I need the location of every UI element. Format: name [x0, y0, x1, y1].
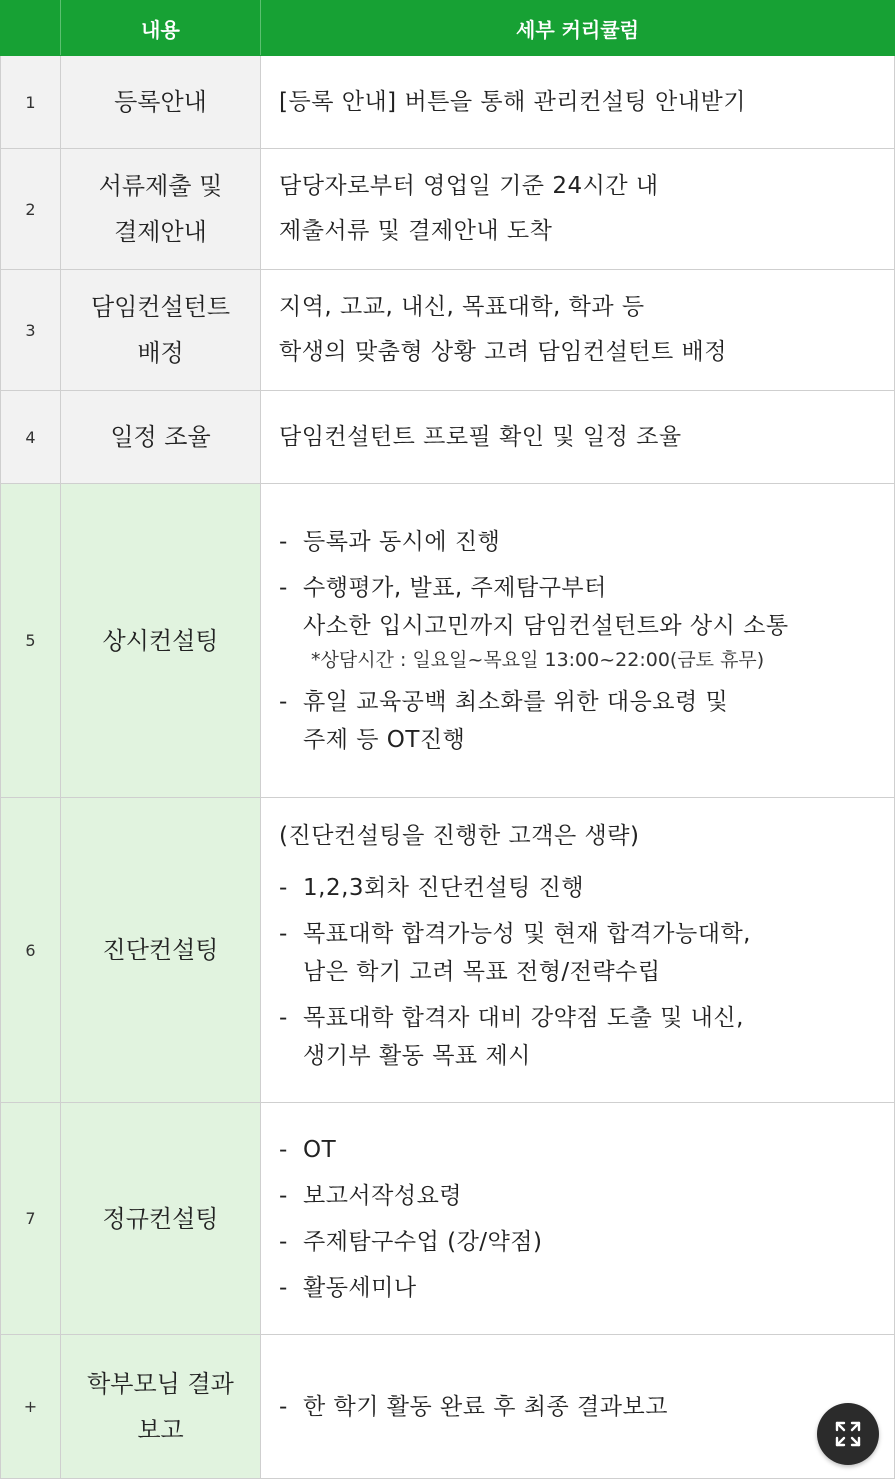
- row-number: 7: [1, 1103, 61, 1335]
- item-line: 목표대학 합격가능성 및 현재 합격가능대학,: [303, 921, 751, 947]
- row-title-line: 진단컨설팅: [102, 936, 219, 964]
- detail-line: 학생의 맞춤형 상황 고려 담임컨설턴트 배정: [279, 339, 727, 365]
- row-title-line: 등록안내: [114, 88, 207, 116]
- bullet-dash: -: [279, 688, 288, 715]
- row-number: 4: [1, 391, 61, 484]
- row-title: [61, 1335, 261, 1479]
- item-line: 남은 학기 고려 목표 전형/전략수립: [303, 959, 661, 985]
- table-row: [1, 391, 895, 484]
- expand-button[interactable]: [817, 1403, 879, 1465]
- list-item: [279, 1177, 888, 1215]
- row-number: +: [1, 1335, 61, 1479]
- row-title-line: 서류제출 및: [98, 172, 223, 200]
- item-line: 목표대학 합격자 대비 강약점 도출 및 내신,: [303, 1005, 744, 1031]
- item-line: 보고서작성요령: [303, 1182, 463, 1209]
- table-row: [1, 484, 895, 798]
- row-title: [61, 149, 261, 270]
- row-title: [61, 1103, 261, 1335]
- bullet-dash: -: [279, 1005, 288, 1031]
- row-detail: [261, 56, 895, 149]
- row-title-line: 일정 조율: [110, 423, 211, 451]
- item-line: 등록과 동시에 진행: [303, 528, 501, 555]
- header-detail: 세부 커리큘럼: [261, 1, 895, 56]
- list-item: [279, 999, 888, 1075]
- row-number: 6: [1, 798, 61, 1103]
- bullet-dash: -: [279, 574, 288, 601]
- detail-line: 제출서류 및 결제안내 도착: [279, 218, 553, 244]
- table-row: [1, 270, 895, 391]
- row-title: [61, 270, 261, 391]
- list-item: [279, 569, 888, 675]
- list-item: [279, 1131, 888, 1169]
- detail-line: 담임컨설턴트 프로필 확인 및 일정 조율: [279, 423, 682, 450]
- consult-hours-note: *상담시간 : 일요일~목요일 13:00~22:00(금토 휴무): [311, 648, 765, 671]
- table-row: [1, 798, 895, 1103]
- row-detail: [261, 270, 895, 391]
- row-detail: [261, 1335, 895, 1479]
- bullet-dash: -: [279, 1228, 288, 1255]
- row-title-line: 보고: [137, 1415, 184, 1444]
- row-number: 1: [1, 56, 61, 149]
- header-blank: [1, 1, 61, 56]
- list-item: [279, 1388, 888, 1426]
- row-title: [61, 56, 261, 149]
- detail-line: [등록 안내] 버튼을 통해 관리컨설팅 안내받기: [279, 88, 746, 115]
- row-title-line: 배정: [137, 339, 184, 367]
- row-detail: [261, 391, 895, 484]
- row-title-line: 학부모님 결과: [87, 1369, 234, 1398]
- table-row: [1, 1335, 895, 1479]
- bullet-dash: -: [279, 1393, 288, 1420]
- list-item: [279, 523, 888, 561]
- table-header: [1, 1, 895, 56]
- list-item: [279, 1223, 888, 1261]
- list-item: [279, 683, 888, 759]
- header-content: 내용: [61, 1, 261, 56]
- row-title-line: 담임컨설턴트: [90, 293, 231, 321]
- row-title: [61, 391, 261, 484]
- row-number: 2: [1, 149, 61, 270]
- row-detail: [261, 484, 895, 798]
- row-title-line: 상시컨설팅: [102, 626, 219, 655]
- item-line: OT: [303, 1136, 337, 1163]
- row-detail: [261, 1103, 895, 1335]
- item-line: 활동세미나: [303, 1274, 417, 1301]
- bullet-dash: -: [279, 1136, 288, 1163]
- bullet-dash: -: [279, 528, 288, 555]
- detail-line: 지역, 고교, 내신, 목표대학, 학과 등: [279, 294, 645, 320]
- item-line: 사소한 입시고민까지 담임컨설턴트와 상시 소통: [303, 612, 789, 639]
- detail-line: 담당자로부터 영업일 기준 24시간 내: [279, 173, 659, 199]
- bullet-dash: -: [279, 875, 288, 901]
- item-line: 휴일 교육공백 최소화를 위한 대응요령 및: [303, 688, 729, 715]
- expand-icon: [832, 1418, 864, 1450]
- table-row: [1, 1103, 895, 1335]
- list-item: [279, 1269, 888, 1307]
- item-line: 생기부 활동 목표 제시: [303, 1043, 531, 1069]
- row-detail: [261, 798, 895, 1103]
- list-item: [279, 869, 888, 907]
- item-line: 1,2,3회차 진단컨설팅 진행: [303, 875, 585, 901]
- item-line: 수행평가, 발표, 주제탐구부터: [303, 574, 607, 601]
- skip-note: (진단컨설팅을 진행한 고객은 생략): [279, 823, 640, 849]
- list-item: [279, 915, 888, 991]
- row-title-line: 결제안내: [114, 218, 207, 246]
- table-row: [1, 149, 895, 270]
- row-number: 5: [1, 484, 61, 798]
- row-number: 3: [1, 270, 61, 391]
- row-detail: [261, 149, 895, 270]
- bullet-dash: -: [279, 1274, 288, 1301]
- table-row: [1, 56, 895, 149]
- bullet-dash: -: [279, 1182, 288, 1209]
- row-title: [61, 798, 261, 1103]
- item-line: 주제 등 OT진행: [303, 726, 466, 753]
- bullet-dash: -: [279, 921, 288, 947]
- row-title: [61, 484, 261, 798]
- item-line: 주제탐구수업 (강/약점): [303, 1228, 543, 1255]
- item-line: 한 학기 활동 완료 후 최종 결과보고: [303, 1393, 668, 1420]
- row-title-line: 정규컨설팅: [102, 1204, 219, 1233]
